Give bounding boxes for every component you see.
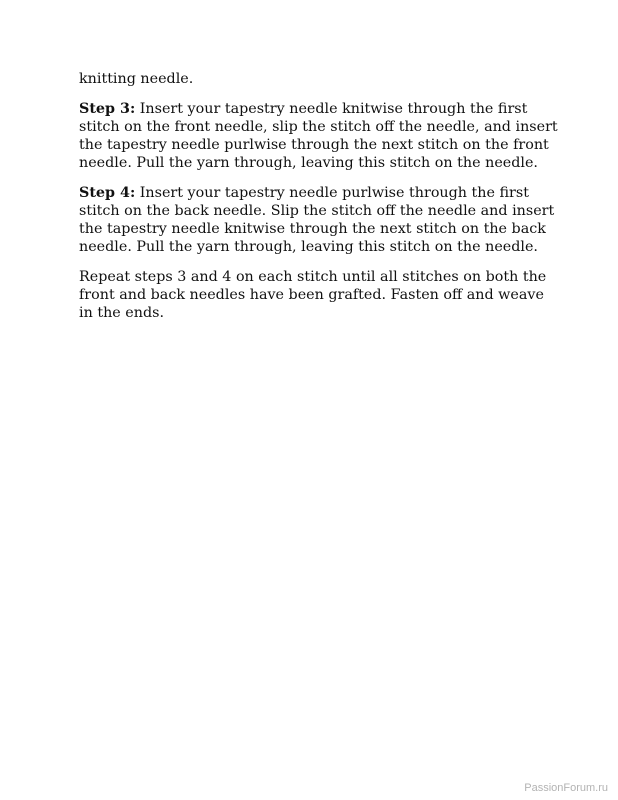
- step-4-text: Insert your tapestry needle purlwise through the first stitch on the back needle. Slip the stitch off the needle and insert the tapestry needle knitwise through the next stitch on the back needle. Pull the yarn through, leaving this stitch on the needle.: [79, 185, 555, 255]
- continuation-paragraph: knitting needle.: [79, 71, 194, 87]
- step-4-paragraph: [79, 184, 559, 256]
- step-3-paragraph: [79, 100, 559, 172]
- body-text: [79, 70, 559, 334]
- watermark: PassionForum.ru: [524, 782, 608, 794]
- step-3-text: Insert your tapestry needle knitwise through the first stitch on the front needle, slip the stitch off the needle, and insert the tapestry needle purlwise through the next stitch on the front needle. Pull the yarn through, leaving this stitch on the needle.: [79, 101, 558, 171]
- step-3-label: Step 3:: [79, 101, 136, 117]
- step-4-label: Step 4:: [79, 185, 136, 201]
- closing-paragraph: Repeat steps 3 and 4 on each stitch until all stitches on both the front and back needles have been grafted. Fasten off and weave in the ends.: [79, 269, 547, 321]
